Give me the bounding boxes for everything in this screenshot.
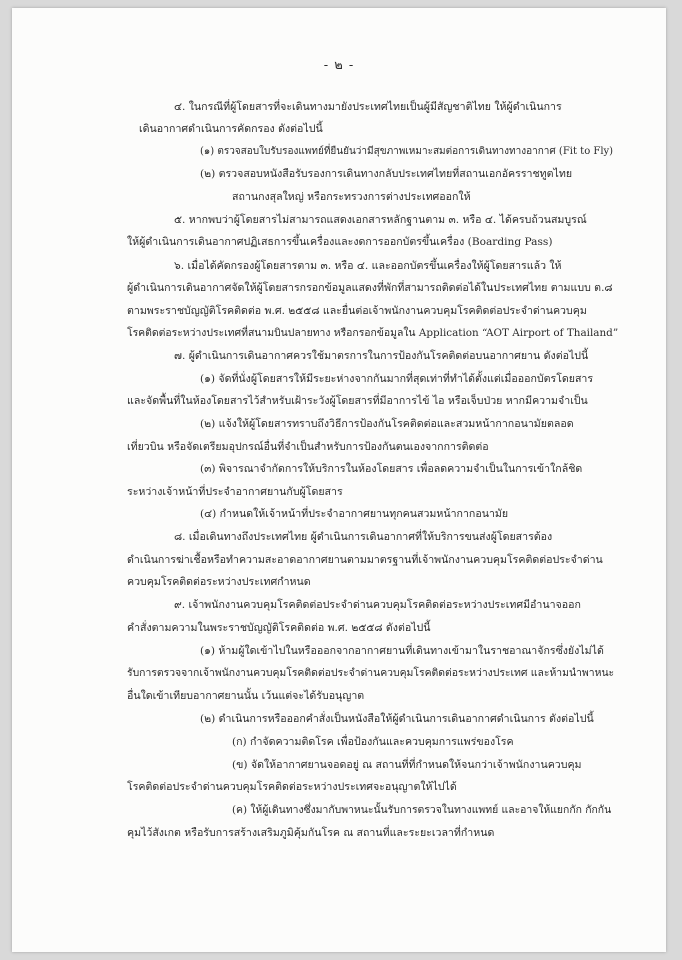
text-line: ๙. เจ้าพนักงานควบคุมโรคติดต่อประจำด่านควบคุมโรคติดต่อระหว่างประเทศมีอำนาจออก (174, 599, 581, 611)
text-line: (๓) พิจารณาจำกัดการให้บริการในห้องโดยสาร เพื่อลดความจำเป็นในการเข้าใกล้ชิด (200, 463, 583, 475)
text-line: ๕. หากพบว่าผู้โดยสารไม่สามารถแสดงเอกสารหลักฐานตาม ๓. หรือ ๔. ได้ครบถ้วนสมบูรณ์ (174, 214, 587, 226)
text-line: (ก) กำจัดความติดโรค เพื่อป้องกันและควบคุมการแพร่ของโรค (232, 736, 514, 748)
text-line: โรคติดต่อประจำด่านควบคุมโรคติดต่อระหว่างประเทศจะอนุญาตให้ไปได้ (127, 781, 457, 793)
text-line: อื่นใดเข้าเทียบอากาศยานนั้น เว้นแต่จะได้รับอนุญาต (127, 690, 365, 702)
text-line: ผู้ดำเนินการเดินอากาศจัดให้ผู้โดยสารกรอกข้อมูลแสดงที่พักที่สามารถติดต่อได้ในประเทศไทย ตามแบบ ต.๘ (127, 282, 613, 294)
text-line: ระหว่างเจ้าหน้าที่ประจำอากาศยานกับผู้โดยสาร (127, 486, 343, 498)
text-line: (๑) ห้ามผู้ใดเข้าไปในหรือออกจากอากาศยานที่เดินทางเข้ามาในราชอาณาจักรซึ่งยังไม่ได้ (200, 645, 604, 657)
text-line: คำสั่งตามความในพระราชบัญญัติโรคติดต่อ พ.ศ. ๒๕๕๘ ดังต่อไปนี้ (127, 622, 431, 634)
text-line: ๖. เมื่อได้คัดกรองผู้โดยสารตาม ๓. หรือ ๔. และออกบัตรขึ้นเครื่องให้ผู้โดยสารแล้ว ให้ (174, 260, 562, 272)
text-line: และจัดพื้นที่ในห้องโดยสารไว้สำหรับเฝ้าระวังผู้โดยสารที่มีอาการไข้ ไอ หรือเจ็บป่วย หากมีความจำเป็น (127, 395, 588, 407)
text-line: ดำเนินการฆ่าเชื้อหรือทำความสะอาดอากาศยานตามมาตรฐานที่เจ้าพนักงานควบคุมโรคติดต่อประจำด่าน (127, 554, 603, 566)
text-line: (๒) ตรวจสอบหนังสือรับรองการเดินทางกลับประเทศไทยที่สถานเอกอัครราชทูตไทย (200, 168, 573, 180)
text-line: ให้ผู้ดำเนินการเดินอากาศปฏิเสธการขึ้นเครื่องและงดการออกบัตรขึ้นเครื่อง (Boarding Pass) (127, 236, 553, 248)
text-line: เดินอากาศดำเนินการคัดกรอง ดังต่อไปนี้ (139, 123, 323, 135)
text-line: ๗. ผู้ดำเนินการเดินอากาศควรใช้มาตรการในการป้องกันโรคติดต่อบนอากาศยาน ดังต่อไปนี้ (174, 350, 589, 362)
text-line: (๒) ดำเนินการหรือออกคำสั่งเป็นหนังสือให้ผู้ดำเนินการเดินอากาศดำเนินการ ดังต่อไปนี้ (200, 713, 594, 725)
text-line: รับการตรวจจากเจ้าพนักงานควบคุมโรคติดต่อประจำด่านควบคุมโรคติดต่อระหว่างประเทศ และห้ามนำพาหนะ (127, 667, 615, 679)
text-line: (๒) แจ้งให้ผู้โดยสารทราบถึงวิธีการป้องกันโรคติดต่อและสวมหน้ากากอนามัยตลอด (200, 418, 574, 430)
document-page (12, 8, 666, 952)
text-line: (๑) จัดที่นั่งผู้โดยสารให้มีระยะห่างจากกันมากที่สุดเท่าที่ทำได้ตั้งแต่เมื่อออกบัตรโดยสาร (200, 373, 594, 385)
text-line: ๔. ในกรณีที่ผู้โดยสารที่จะเดินทางมายังประเทศไทยเป็นผู้มีสัญชาติไทย ให้ผู้ดำเนินการ (174, 101, 562, 113)
page-number: - ๒ - (323, 58, 355, 73)
text-line: คุมไว้สังเกต หรือรับการสร้างเสริมภูมิคุ้มกันโรค ณ สถานที่และระยะเวลาที่กำหนด (127, 827, 495, 839)
text-line: (ข) จัดให้อากาศยานจอดอยู่ ณ สถานที่ที่กำหนดให้จนกว่าเจ้าพนักงานควบคุม (232, 759, 582, 771)
text-line: ควบคุมโรคติดต่อระหว่างประเทศกำหนด (127, 576, 311, 588)
text-line: (๔) กำหนดให้เจ้าหน้าที่ประจำอากาศยานทุกคนสวมหน้ากากอนามัย (200, 508, 509, 520)
text-line: (๑) ตรวจสอบใบรับรองแพทย์ที่ยืนยันว่ามีสุขภาพเหมาะสมต่อการเดินทางทางอากาศ (Fit to Fly) (200, 146, 614, 157)
text-line: (ค) ให้ผู้เดินทางซึ่งมากับพาหนะนั้นรับการตรวจในทางแพทย์ และอาจให้แยกกัก กักกัน (232, 804, 612, 816)
text-line: สถานกงสุลใหญ่ หรือกระทรวงการต่างประเทศออกให้ (232, 191, 471, 203)
text-line: เที่ยวบิน หรือจัดเตรียมอุปกรณ์อื่นที่จำเป็นสำหรับการป้องกันตนเองจากการติดต่อ (127, 441, 489, 453)
text-line: ตามพระราชบัญญัติโรคติดต่อ พ.ศ. ๒๕๕๘ และยื่นต่อเจ้าพนักงานควบคุมโรคติดต่อประจำด่านควบคุม (127, 305, 587, 317)
text-line: โรคติดต่อระหว่างประเทศที่สนามบินปลายทาง หรือกรอกข้อมูลใน Application “AOT Airport of Thailand” (127, 327, 619, 339)
text-line: ๘. เมื่อเดินทางถึงประเทศไทย ผู้ดำเนินการเดินอากาศที่ให้บริการขนส่งผู้โดยสารต้อง (174, 531, 553, 543)
